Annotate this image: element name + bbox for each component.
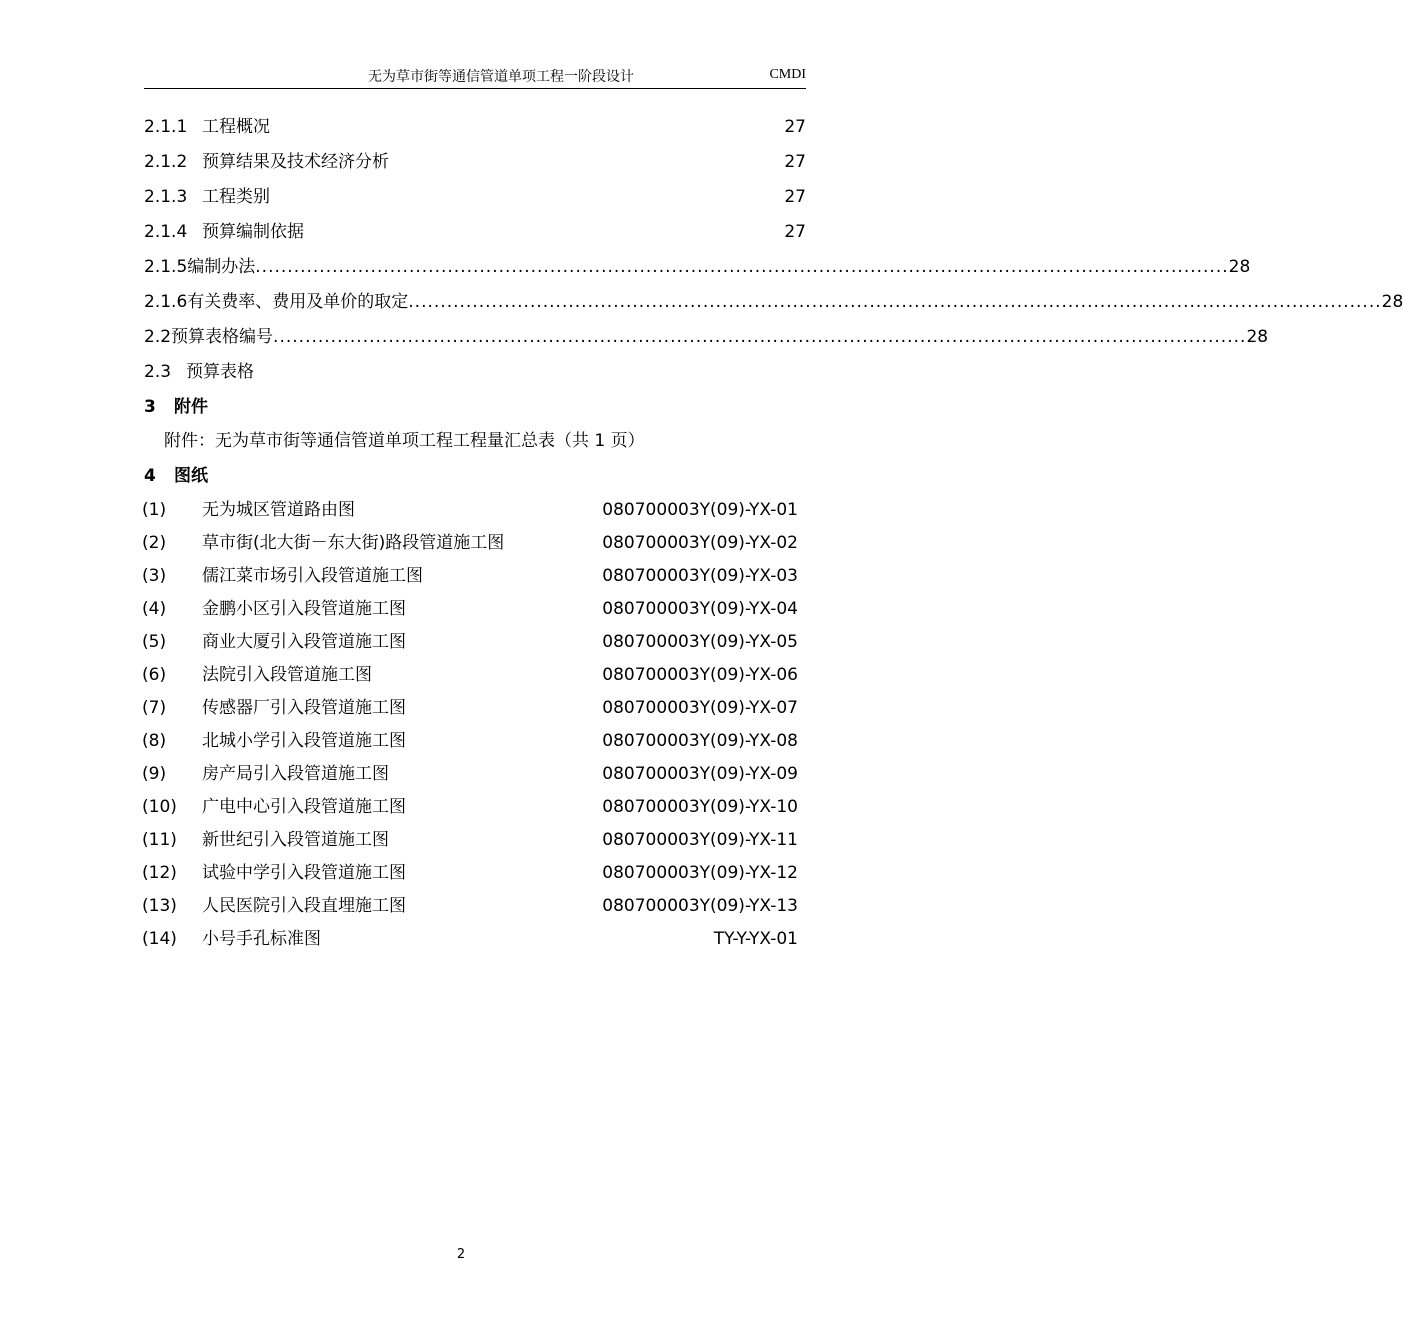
drawing-code: 080700003Y(09)-YX-03 (602, 566, 798, 586)
drawing-item[interactable] (142, 531, 798, 555)
toc-entry[interactable] (144, 220, 806, 244)
toc-number: 2.2 (144, 327, 172, 347)
drawing-item[interactable] (142, 729, 798, 753)
section-title: 图纸 (174, 466, 208, 486)
drawing-code: 080700003Y(09)-YX-06 (602, 665, 798, 685)
toc-title: 预算表格编号 (171, 327, 274, 347)
toc-number: 2.1.1 (144, 117, 188, 137)
drawing-item[interactable] (142, 597, 798, 621)
toc-number: 2.1.2 (144, 152, 188, 172)
drawing-name: 房产局引入段管道施工图 (202, 764, 389, 784)
toc-entry[interactable] (144, 185, 806, 209)
drawing-number: (4) (142, 599, 167, 619)
toc-title: 预算表格 (186, 362, 254, 382)
drawing-name: 试验中学引入段管道施工图 (202, 863, 406, 883)
toc-entry[interactable] (144, 255, 1251, 279)
drawing-item[interactable] (142, 861, 798, 885)
toc-number: 2.1.6 (144, 292, 188, 312)
drawing-number: (8) (142, 731, 167, 751)
toc-number: 2.1.3 (144, 187, 188, 207)
drawing-number: (11) (142, 830, 177, 850)
section-4-heading (144, 464, 208, 488)
toc-entry[interactable] (144, 325, 1269, 349)
toc-title: 预算结果及技术经济分析 (202, 152, 389, 172)
attachment-line: 附件：无为草市街等通信管道单项工程工程量汇总表（共 1 页） (164, 431, 645, 451)
page-header (144, 62, 806, 89)
drawing-name: 人民医院引入段直埋施工图 (202, 896, 406, 916)
toc-page: 27 (784, 222, 806, 242)
drawing-item[interactable] (142, 696, 798, 720)
drawing-code: 080700003Y(09)-YX-08 (602, 731, 798, 751)
drawing-item[interactable] (142, 828, 798, 852)
drawing-code: 080700003Y(09)-YX-02 (602, 533, 798, 553)
drawing-name: 儒江菜市场引入段管道施工图 (202, 566, 423, 586)
drawing-code: 080700003Y(09)-YX-09 (602, 764, 798, 784)
drawing-number: (5) (142, 632, 167, 652)
section-3-heading (144, 395, 208, 419)
drawing-name: 小号手孔标准图 (202, 929, 321, 949)
drawing-code: 080700003Y(09)-YX-11 (602, 830, 798, 850)
drawing-code: 080700003Y(09)-YX-12 (602, 863, 798, 883)
drawing-name: 无为城区管道路由图 (202, 500, 355, 520)
drawing-number: (12) (142, 863, 177, 883)
section-number: 3 (144, 397, 156, 417)
drawing-number: (1) (142, 500, 167, 520)
drawing-name: 北城小学引入段管道施工图 (202, 731, 406, 751)
page-number: 2 (456, 1247, 466, 1262)
toc-entry[interactable] (144, 360, 806, 384)
organization-label: CMDI (769, 67, 806, 82)
toc-dot-leader: ........................................................................................................................................................ (273, 327, 1247, 347)
toc-entry[interactable] (144, 150, 806, 174)
drawing-item[interactable] (142, 663, 798, 687)
toc-page: 28 (1228, 257, 1251, 277)
drawing-item[interactable] (142, 498, 798, 522)
drawing-number: (10) (142, 797, 177, 817)
drawing-number: (14) (142, 929, 177, 949)
drawing-name: 法院引入段管道施工图 (202, 665, 372, 685)
toc-page: 27 (784, 187, 806, 207)
toc-title: 工程概况 (202, 117, 270, 137)
drawing-code: 080700003Y(09)-YX-10 (602, 797, 798, 817)
toc-title: 工程类别 (202, 187, 270, 207)
drawing-item[interactable] (142, 927, 798, 951)
toc-dot-leader: ........................................................................................................................................................ (255, 257, 1229, 277)
drawing-name: 商业大厦引入段管道施工图 (202, 632, 406, 652)
drawing-code: 080700003Y(09)-YX-05 (602, 632, 798, 652)
drawing-code: TY-Y-YX-01 (713, 929, 798, 949)
toc-dot-leader: ........................................................................................................................................................ (408, 292, 1382, 312)
drawing-number: (13) (142, 896, 177, 916)
drawing-item[interactable] (142, 564, 798, 588)
drawing-number: (7) (142, 698, 167, 718)
toc-entry[interactable] (144, 115, 806, 139)
toc-number: 2.1.4 (144, 222, 188, 242)
drawing-item[interactable] (142, 630, 798, 654)
toc-title: 编制办法 (187, 257, 256, 277)
toc-entry[interactable] (144, 290, 1403, 314)
drawing-number: (3) (142, 566, 167, 586)
drawing-item[interactable] (142, 894, 798, 918)
drawing-code: 080700003Y(09)-YX-07 (602, 698, 798, 718)
document-title: 无为草市街等通信管道单项工程一阶段设计 (368, 69, 634, 85)
toc-page: 28 (1246, 327, 1269, 347)
drawing-name: 新世纪引入段管道施工图 (202, 830, 389, 850)
toc-title: 预算编制依据 (202, 222, 304, 242)
drawing-code: 080700003Y(09)-YX-04 (602, 599, 798, 619)
drawing-code: 080700003Y(09)-YX-13 (602, 896, 798, 916)
drawing-item[interactable] (142, 762, 798, 786)
drawing-item[interactable] (142, 795, 798, 819)
section-title: 附件 (174, 397, 208, 417)
drawing-name: 广电中心引入段管道施工图 (202, 797, 406, 817)
toc-number: 2.3 (144, 362, 172, 382)
drawing-number: (9) (142, 764, 167, 784)
toc-page: 27 (784, 117, 806, 137)
section-number: 4 (144, 466, 156, 486)
drawing-number: (6) (142, 665, 167, 685)
drawing-name: 金鹏小区引入段管道施工图 (202, 599, 406, 619)
toc-page: 27 (784, 152, 806, 172)
drawing-name: 传感器厂引入段管道施工图 (202, 698, 406, 718)
drawing-name: 草市街(北大街－东大街)路段管道施工图 (202, 533, 505, 553)
toc-number: 2.1.5 (144, 257, 188, 277)
drawing-code: 080700003Y(09)-YX-01 (602, 500, 798, 520)
drawing-number: (2) (142, 533, 167, 553)
toc-page: 28 (1381, 292, 1403, 312)
toc-title: 有关费率、费用及单价的取定 (187, 292, 409, 312)
